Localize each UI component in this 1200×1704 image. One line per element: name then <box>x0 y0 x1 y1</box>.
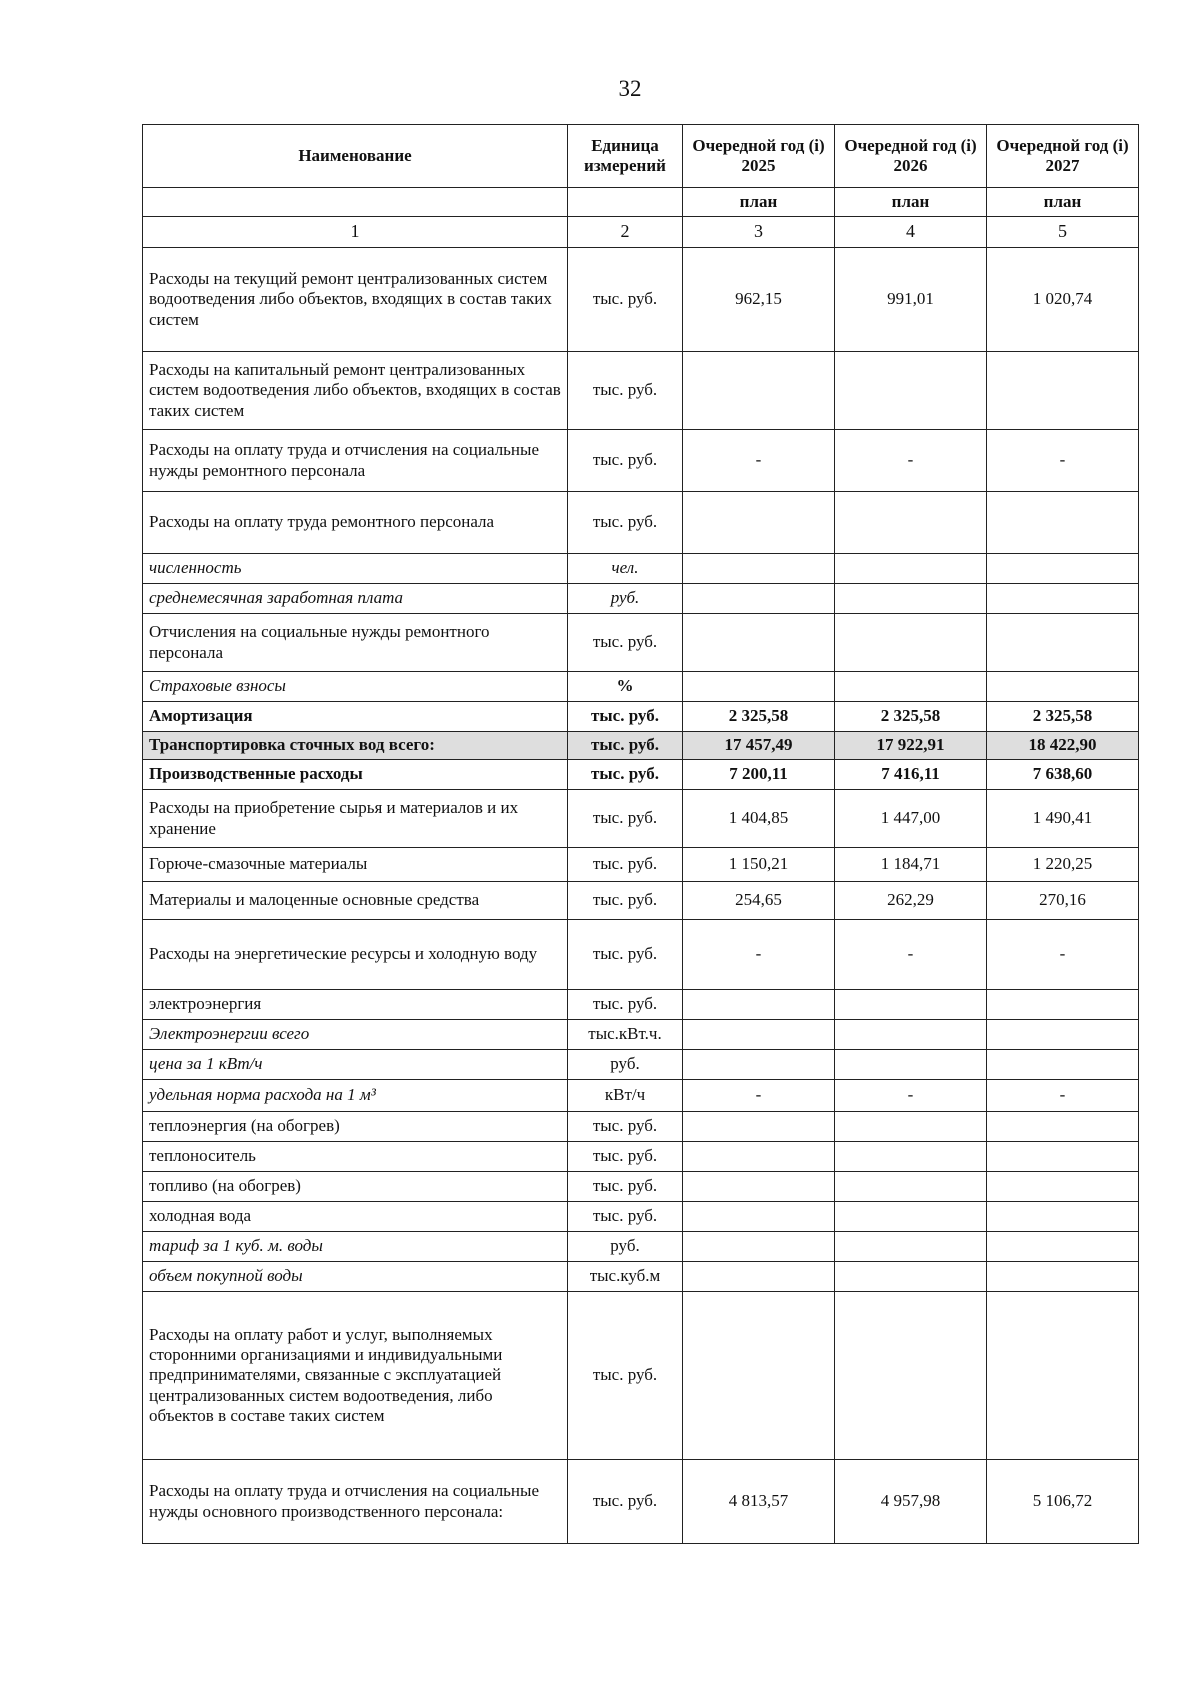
table-row <box>143 1142 1139 1172</box>
row-unit: чел. <box>568 554 683 584</box>
row-value-2026 <box>835 1202 987 1232</box>
row-value-2027: - <box>987 430 1139 492</box>
row-value-2027: 18 422,90 <box>987 732 1139 760</box>
row-value-2025 <box>683 1020 835 1050</box>
row-name: Транспортировка сточных вод всего: <box>143 732 568 760</box>
row-unit: тыс. руб. <box>568 732 683 760</box>
row-value-2025 <box>683 672 835 702</box>
row-value-2026 <box>835 990 987 1020</box>
row-value-2025 <box>683 614 835 672</box>
row-value-2025 <box>683 1232 835 1262</box>
row-value-2027: 1 220,25 <box>987 848 1139 882</box>
row-value-2025 <box>683 1262 835 1292</box>
table-row <box>143 430 1139 492</box>
header-year-2026: Очередной год (i) 2026 <box>835 125 987 188</box>
row-value-2026 <box>835 1050 987 1080</box>
row-unit: тыс. руб. <box>568 920 683 990</box>
row-unit: % <box>568 672 683 702</box>
row-value-2027 <box>987 352 1139 430</box>
row-unit: тыс. руб. <box>568 1112 683 1142</box>
row-value-2026 <box>835 1020 987 1050</box>
row-value-2025: - <box>683 430 835 492</box>
row-value-2026 <box>835 1232 987 1262</box>
table-index-row <box>143 217 1139 248</box>
row-value-2026 <box>835 1262 987 1292</box>
row-unit: тыс. руб. <box>568 614 683 672</box>
row-name: Отчисления на социальные нужды ремонтного персонала <box>143 614 568 672</box>
row-value-2025: 17 457,49 <box>683 732 835 760</box>
row-name: Расходы на капитальный ремонт централизованных систем водоотведения либо объектов, входящих в состав таких систем <box>143 352 568 430</box>
row-unit: тыс. руб. <box>568 430 683 492</box>
row-value-2025: 7 200,11 <box>683 760 835 790</box>
plan-empty-name <box>143 188 568 217</box>
row-name: электроэнергия <box>143 990 568 1020</box>
row-value-2027: - <box>987 920 1139 990</box>
row-unit: тыс.куб.м <box>568 1262 683 1292</box>
row-value-2026: - <box>835 920 987 990</box>
row-value-2026 <box>835 1292 987 1460</box>
row-value-2025 <box>683 1142 835 1172</box>
row-value-2027: 1 490,41 <box>987 790 1139 848</box>
table-row <box>143 614 1139 672</box>
plan-empty-unit <box>568 188 683 217</box>
row-value-2027 <box>987 1020 1139 1050</box>
table-row <box>143 1232 1139 1262</box>
row-name: Электроэнергии всего <box>143 1020 568 1050</box>
row-name: теплоэнергия (на обогрев) <box>143 1112 568 1142</box>
table-row <box>143 920 1139 990</box>
plan-label: план <box>835 188 987 217</box>
row-unit: тыс. руб. <box>568 248 683 352</box>
row-value-2027 <box>987 1262 1139 1292</box>
row-value-2025 <box>683 554 835 584</box>
row-value-2025: 962,15 <box>683 248 835 352</box>
table-row <box>143 790 1139 848</box>
table-row <box>143 1292 1139 1460</box>
table-row <box>143 882 1139 920</box>
row-name: Амортизация <box>143 702 568 732</box>
row-value-2025: - <box>683 1080 835 1112</box>
row-unit: руб. <box>568 1232 683 1262</box>
row-value-2027 <box>987 584 1139 614</box>
row-value-2025: 254,65 <box>683 882 835 920</box>
row-unit: тыс.кВт.ч. <box>568 1020 683 1050</box>
row-unit: кВт/ч <box>568 1080 683 1112</box>
plan-label: план <box>987 188 1139 217</box>
row-value-2027: 7 638,60 <box>987 760 1139 790</box>
row-value-2026: 1 184,71 <box>835 848 987 882</box>
row-name: среднемесячная заработная плата <box>143 584 568 614</box>
row-value-2027 <box>987 1232 1139 1262</box>
row-value-2025 <box>683 1172 835 1202</box>
table-row <box>143 1460 1139 1544</box>
column-index: 3 <box>683 217 835 248</box>
row-value-2026: 17 922,91 <box>835 732 987 760</box>
row-name: Расходы на оплату труда и отчисления на социальные нужды ремонтного персонала <box>143 430 568 492</box>
row-value-2027: - <box>987 1080 1139 1112</box>
row-value-2027 <box>987 1202 1139 1232</box>
row-value-2025: 1 404,85 <box>683 790 835 848</box>
row-value-2026: - <box>835 430 987 492</box>
row-name: Расходы на оплату работ и услуг, выполняемых сторонними организациями и индивидуальными предпринимателями, связанные с эксплуатацией централизованных систем водоотведения, либо объектов в составе таких систем <box>143 1292 568 1460</box>
budget-table <box>142 124 1139 1544</box>
row-value-2026 <box>835 1142 987 1172</box>
row-unit: руб. <box>568 584 683 614</box>
row-name: топливо (на обогрев) <box>143 1172 568 1202</box>
row-unit: тыс. руб. <box>568 990 683 1020</box>
row-unit: тыс. руб. <box>568 882 683 920</box>
table-row <box>143 248 1139 352</box>
row-name: Расходы на текущий ремонт централизованных систем водоотведения либо объектов, входящих в состав таких систем <box>143 248 568 352</box>
row-name: Материалы и малоценные основные средства <box>143 882 568 920</box>
row-unit: тыс. руб. <box>568 702 683 732</box>
table-row <box>143 352 1139 430</box>
row-value-2026: - <box>835 1080 987 1112</box>
row-value-2025 <box>683 1202 835 1232</box>
row-value-2026: 4 957,98 <box>835 1460 987 1544</box>
row-name: холодная вода <box>143 1202 568 1232</box>
table-row <box>143 1050 1139 1080</box>
row-value-2027: 1 020,74 <box>987 248 1139 352</box>
row-unit: тыс. руб. <box>568 1142 683 1172</box>
row-name: Расходы на энергетические ресурсы и холодную воду <box>143 920 568 990</box>
row-value-2027 <box>987 492 1139 554</box>
row-name: Страховые взносы <box>143 672 568 702</box>
row-value-2025: 4 813,57 <box>683 1460 835 1544</box>
table-row <box>143 760 1139 790</box>
header-year-2027: Очередной год (i) 2027 <box>987 125 1139 188</box>
row-unit: тыс. руб. <box>568 790 683 848</box>
row-name: объем покупной воды <box>143 1262 568 1292</box>
row-value-2027 <box>987 554 1139 584</box>
row-unit: тыс. руб. <box>568 1460 683 1544</box>
row-unit: тыс. руб. <box>568 760 683 790</box>
column-index: 2 <box>568 217 683 248</box>
row-name: теплоноситель <box>143 1142 568 1172</box>
table-row <box>143 990 1139 1020</box>
row-value-2026 <box>835 352 987 430</box>
header-year-2025: Очередной год (i) 2025 <box>683 125 835 188</box>
table-row <box>143 848 1139 882</box>
plan-label: план <box>683 188 835 217</box>
table-row <box>143 1112 1139 1142</box>
row-name: Расходы на оплату труда ремонтного персонала <box>143 492 568 554</box>
row-unit: тыс. руб. <box>568 1292 683 1460</box>
row-unit: тыс. руб. <box>568 492 683 554</box>
row-value-2027: 2 325,58 <box>987 702 1139 732</box>
row-value-2025 <box>683 584 835 614</box>
row-value-2025: - <box>683 920 835 990</box>
row-value-2027 <box>987 1142 1139 1172</box>
page-number: 32 <box>618 76 642 101</box>
row-value-2026 <box>835 614 987 672</box>
row-value-2026 <box>835 584 987 614</box>
row-value-2027: 270,16 <box>987 882 1139 920</box>
row-value-2026 <box>835 672 987 702</box>
row-value-2026: 2 325,58 <box>835 702 987 732</box>
row-name: тариф за 1 куб. м. воды <box>143 1232 568 1262</box>
table-header-row <box>143 125 1139 188</box>
column-index: 1 <box>143 217 568 248</box>
row-value-2026 <box>835 554 987 584</box>
row-name: цена за 1 кВт/ч <box>143 1050 568 1080</box>
row-value-2027 <box>987 672 1139 702</box>
header-name: Наименование <box>143 125 568 188</box>
table-plan-row <box>143 188 1139 217</box>
row-value-2026: 1 447,00 <box>835 790 987 848</box>
row-value-2027 <box>987 990 1139 1020</box>
row-value-2025 <box>683 1112 835 1142</box>
table-row <box>143 672 1139 702</box>
row-value-2026: 262,29 <box>835 882 987 920</box>
table-row <box>143 492 1139 554</box>
row-value-2027: 5 106,72 <box>987 1460 1139 1544</box>
table-row <box>143 1202 1139 1232</box>
row-value-2027 <box>987 1112 1139 1142</box>
row-value-2026: 991,01 <box>835 248 987 352</box>
row-value-2026: 7 416,11 <box>835 760 987 790</box>
table-row <box>143 1262 1139 1292</box>
row-value-2025: 2 325,58 <box>683 702 835 732</box>
row-name: Расходы на оплату труда и отчисления на социальные нужды основного производственного персонала: <box>143 1460 568 1544</box>
row-name: Расходы на приобретение сырья и материалов и их хранение <box>143 790 568 848</box>
table-row <box>143 702 1139 732</box>
row-value-2026 <box>835 1112 987 1142</box>
row-name: удельная норма расхода на 1 м³ <box>143 1080 568 1112</box>
header-unit: Единица измерений <box>568 125 683 188</box>
row-value-2026 <box>835 1172 987 1202</box>
row-value-2025 <box>683 1050 835 1080</box>
row-value-2025 <box>683 352 835 430</box>
table-row <box>143 1172 1139 1202</box>
row-name: Производственные расходы <box>143 760 568 790</box>
table-row <box>143 584 1139 614</box>
row-unit: тыс. руб. <box>568 352 683 430</box>
row-value-2025 <box>683 990 835 1020</box>
row-unit: руб. <box>568 1050 683 1080</box>
row-value-2027 <box>987 1172 1139 1202</box>
table-row <box>143 732 1139 760</box>
row-value-2027 <box>987 1292 1139 1460</box>
table-row <box>143 1080 1139 1112</box>
row-value-2027 <box>987 1050 1139 1080</box>
column-index: 4 <box>835 217 987 248</box>
row-value-2026 <box>835 492 987 554</box>
row-value-2027 <box>987 614 1139 672</box>
row-value-2025 <box>683 1292 835 1460</box>
row-value-2025 <box>683 492 835 554</box>
column-index: 5 <box>987 217 1139 248</box>
table-row <box>143 554 1139 584</box>
row-value-2025: 1 150,21 <box>683 848 835 882</box>
row-name: численность <box>143 554 568 584</box>
row-unit: тыс. руб. <box>568 1202 683 1232</box>
row-name: Горюче-смазочные материалы <box>143 848 568 882</box>
row-unit: тыс. руб. <box>568 848 683 882</box>
table-row <box>143 1020 1139 1050</box>
row-unit: тыс. руб. <box>568 1172 683 1202</box>
